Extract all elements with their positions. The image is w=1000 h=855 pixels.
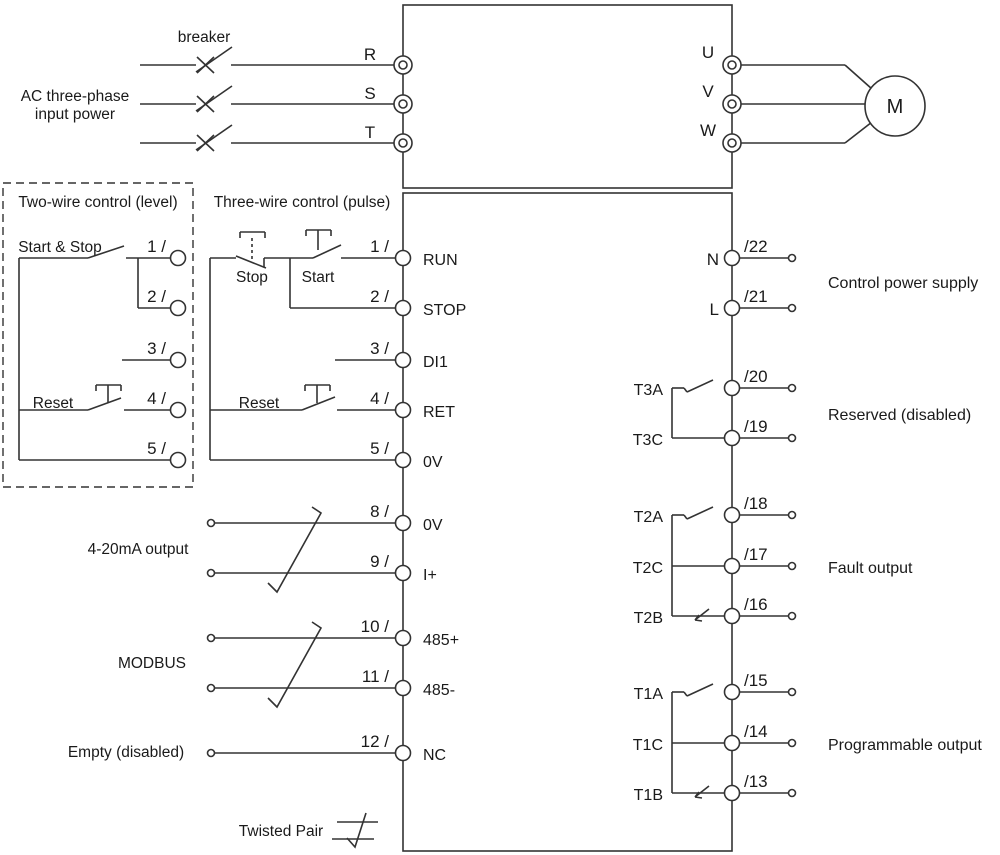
twisted-pair-mark-modbus	[268, 622, 321, 707]
breaker-phase-r	[140, 47, 394, 73]
two-wire-reset-label: Reset	[32, 395, 74, 412]
start-stop-label: Start & Stop	[18, 239, 102, 256]
terminal-number: 5 /	[370, 439, 389, 458]
relay-contact-name: T2A	[633, 509, 663, 526]
start-button-label: Start	[301, 269, 335, 286]
relay-contact-name: T1C	[632, 737, 663, 754]
phase-u-label: U	[701, 43, 715, 62]
terminal-number: /17	[744, 545, 768, 564]
terminal-number: /13	[744, 772, 768, 791]
relay-contact-name: T1A	[633, 686, 663, 703]
breaker-phase-s	[140, 86, 394, 112]
terminal-number: 9 /	[370, 552, 389, 571]
terminal-name: STOP	[423, 302, 467, 319]
twisted-pair-legend-symbol	[332, 813, 378, 847]
three-wire-wiring	[210, 230, 395, 460]
terminal-number: /15	[744, 671, 768, 690]
phase-v-label: V	[702, 82, 714, 101]
three-wire-reset-label: Reset	[238, 395, 280, 412]
motor-label: M	[886, 96, 904, 118]
two-wire-terminal-number: 5 /	[147, 439, 166, 458]
reserved-label: Reserved (disabled)	[828, 407, 972, 424]
phase-s-label: S	[364, 84, 376, 103]
analog-output-label: 4-20mA output	[87, 541, 189, 558]
phase-w-label: W	[699, 121, 717, 140]
terminal-name: NC	[423, 747, 447, 764]
terminal-name: 0V	[423, 454, 443, 471]
terminal-number: /19	[744, 417, 768, 436]
stop-button-label: Stop	[236, 269, 268, 286]
power-section-box	[403, 5, 732, 188]
terminal-name: 485-	[423, 682, 456, 699]
programmable-output-label: Programmable output	[828, 737, 982, 754]
terminal-number: /14	[744, 722, 768, 741]
terminal-number: 1 /	[370, 237, 389, 256]
relay-contact-t3	[672, 380, 724, 438]
terminal-number: 12 /	[360, 732, 389, 751]
terminal-name: 0V	[423, 517, 443, 534]
two-wire-terminal-number: 3 /	[147, 339, 166, 358]
breaker-phase-t	[140, 125, 394, 151]
terminal-number: /18	[744, 494, 768, 513]
relay-contact-name: T3A	[633, 382, 663, 399]
two-wire-terminal-number: 2 /	[147, 287, 166, 306]
terminal-number: 8 /	[370, 502, 389, 521]
terminal-number: 10 /	[360, 617, 389, 636]
relay-contact-t2	[672, 507, 724, 621]
terminal-name: 485+	[423, 632, 460, 649]
terminal-l-label: L	[709, 300, 719, 319]
terminal-number: /22	[744, 237, 768, 256]
three-wire-title: Three-wire control (pulse)	[213, 194, 391, 211]
control-power-supply-label: Control power supply	[828, 275, 979, 292]
two-wire-title: Two-wire control (level)	[18, 194, 178, 211]
terminal-number: /20	[744, 367, 768, 386]
relay-contact-name: T3C	[632, 432, 663, 449]
twisted-pair-mark-analog	[268, 507, 321, 592]
fault-output-label: Fault output	[828, 560, 913, 577]
two-wire-terminal-number: 1 /	[147, 237, 166, 256]
terminal-number: /21	[744, 287, 768, 306]
relay-contact-t1	[672, 684, 724, 798]
right-terminal-circles	[725, 251, 796, 801]
terminal-name: RUN	[423, 252, 458, 269]
right-external-wires	[740, 258, 788, 793]
relay-contact-name: T2C	[632, 560, 663, 577]
phase-r-label: R	[363, 45, 377, 64]
relay-contact-name: T1B	[633, 787, 663, 804]
terminal-number: 11 /	[361, 667, 389, 686]
terminal-number: 4 /	[370, 389, 389, 408]
io-wire-ends	[208, 520, 215, 757]
ac-source-label-line2: input power	[34, 106, 116, 123]
terminal-name: DI1	[423, 354, 448, 371]
twisted-pair-label: Twisted Pair	[238, 823, 324, 840]
terminal-number: 2 /	[370, 287, 389, 306]
ac-source-label-line1: AC three-phase	[20, 88, 130, 105]
control-section-box	[403, 193, 732, 851]
breaker-label: breaker	[177, 29, 231, 46]
two-wire-terminals	[171, 251, 186, 468]
modbus-label: MODBUS	[117, 655, 187, 672]
terminal-name: I+	[423, 567, 437, 584]
power-terminals	[394, 56, 741, 152]
relay-contact-name: T2B	[633, 610, 663, 627]
phase-t-label: T	[364, 123, 376, 142]
empty-label: Empty (disabled)	[67, 744, 185, 761]
motor-wiring	[741, 65, 872, 143]
two-wire-terminal-number: 4 /	[147, 389, 166, 408]
terminal-n-label: N	[706, 250, 719, 269]
terminal-number: /16	[744, 595, 768, 614]
terminal-number: 3 /	[370, 339, 389, 358]
terminal-name: RET	[423, 404, 455, 421]
